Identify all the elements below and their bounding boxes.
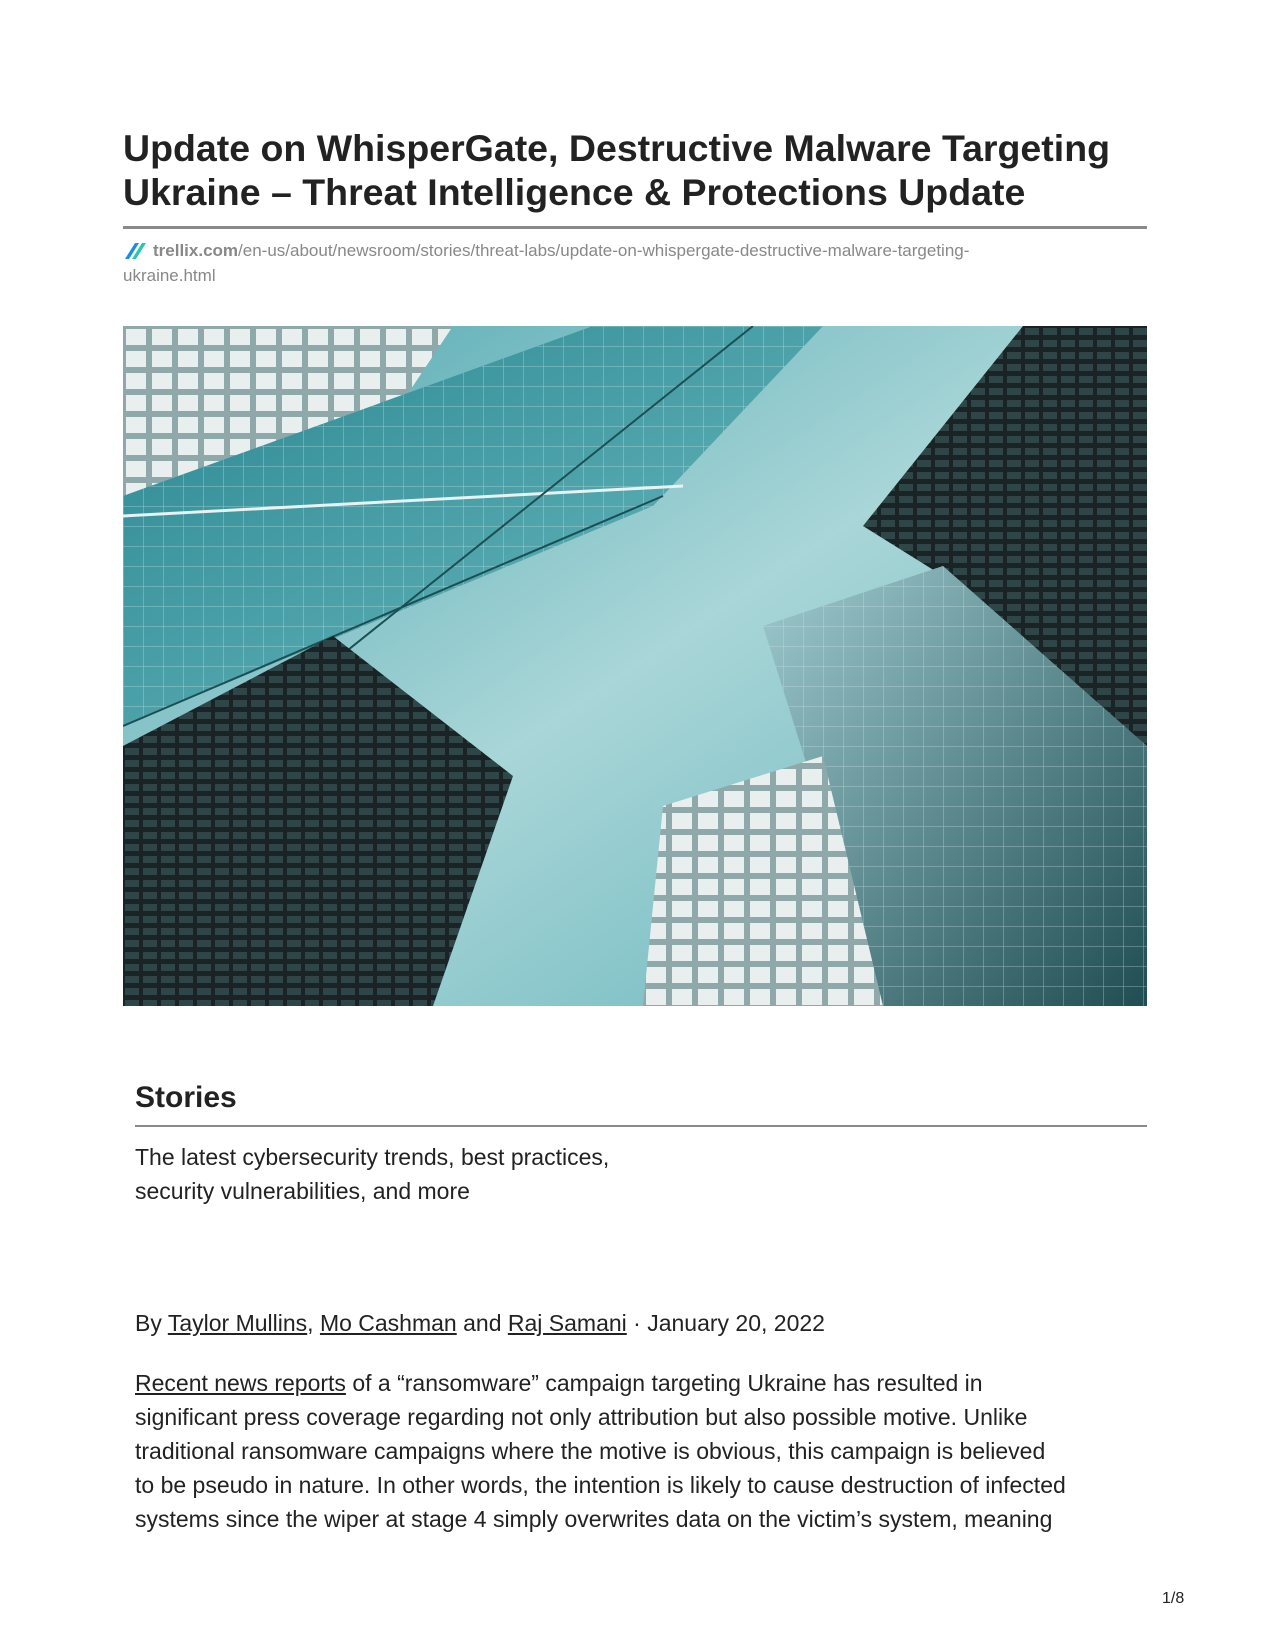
trellix-favicon-icon [123,241,147,259]
section-description-line-2: security vulnerabilities, and more [135,1178,470,1204]
article-body [135,1366,1147,1536]
byline [135,1306,1135,1340]
author-link-raj-samani[interactable]: Raj Samani [507,1310,627,1336]
byline-separator-and: and [456,1310,508,1336]
publish-date: January 20, 2022 [647,1310,825,1336]
author-link-taylor-mullins[interactable]: Taylor Mullins [167,1310,308,1336]
body-line-4: to be pseudo in nature. In other words, the intention is likely to cause destruction of infected [135,1472,1066,1498]
recent-news-reports-link[interactable]: Recent news reports [135,1370,346,1396]
byline-date-separator: · [626,1310,648,1336]
source-path[interactable]: /en-us/about/newsroom/stories/threat-labs/update-on-whispergate-destructive-malware-targeting- [238,241,970,260]
article-title-line-1: Update on WhisperGate, Destructive Malware Targeting [123,127,1111,169]
section-description-line-1: The latest cybersecurity trends, best practices, [135,1144,610,1170]
body-line-2: significant press coverage regarding not only attribution but also possible motive. Unlike [135,1404,1028,1430]
body-line-1 [135,1366,1147,1400]
section-description [135,1140,695,1208]
article-title [123,126,1163,214]
section-title: Stories [135,1081,237,1114]
source-url[interactable] [123,238,1123,288]
hero-image-skyscrapers [123,326,1147,1006]
source-path-continued[interactable]: ukraine.html [123,266,216,285]
page-number: 1/8 [1162,1590,1185,1607]
byline-prefix: By [135,1310,168,1336]
title-divider [123,226,1147,229]
body-line-3: traditional ransomware campaigns where the motive is obvious, this campaign is believed [135,1438,1046,1464]
article-title-line-2: Ukraine – Threat Intelligence & Protections Update [123,171,1026,213]
author-link-mo-cashman[interactable]: Mo Cashman [319,1310,457,1336]
byline-separator: , [307,1310,320,1336]
body-line-5: systems since the wiper at stage 4 simply overwrites data on the victim’s system, meaning [135,1506,1053,1532]
section-divider [135,1125,1147,1127]
source-domain[interactable]: trellix.com [153,241,239,260]
body-line-1-text: of a “ransomware” campaign targeting Ukraine has resulted in [345,1370,983,1396]
